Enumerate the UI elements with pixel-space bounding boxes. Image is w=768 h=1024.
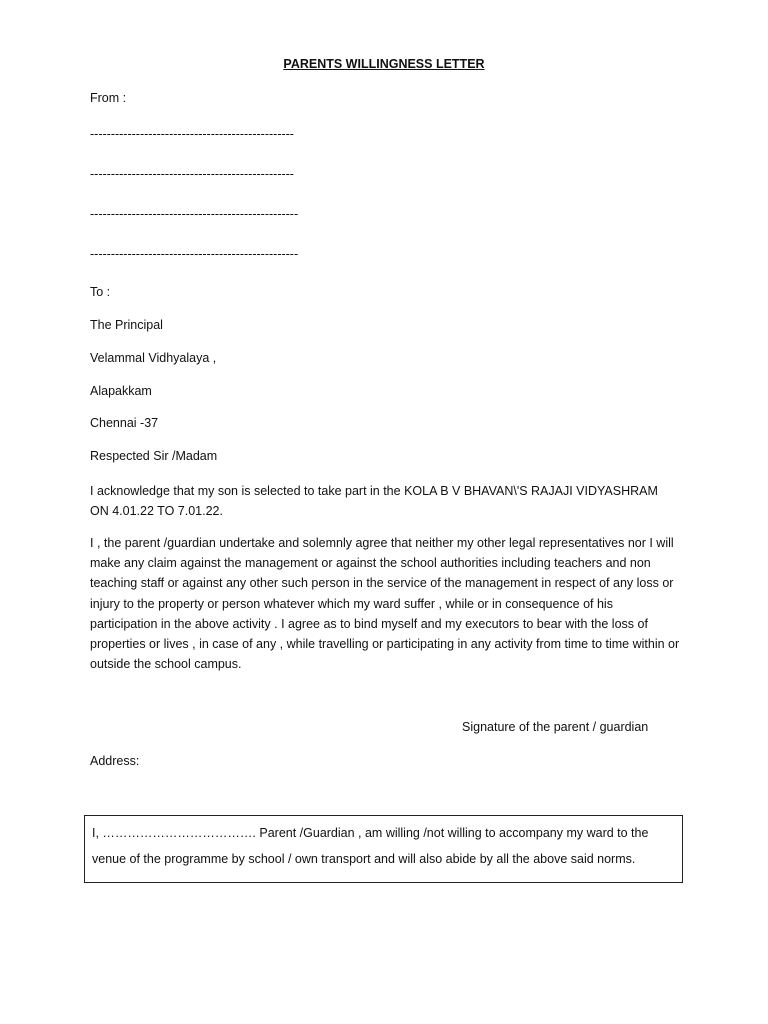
from-line-4: -------------------------------------------------- (90, 247, 299, 261)
to-label: To : (90, 285, 111, 299)
from-line-2: ------------------------------------------------- (90, 167, 294, 181)
page-title: PARENTS WILLINGNESS LETTER (283, 57, 485, 71)
to-line-city: Chennai -37 (90, 416, 159, 430)
to-line-principal: The Principal (90, 318, 163, 332)
willingness-declaration-text: I, ………………………………. Parent /Guardian , am willing /not willing to accompany my ward to the venue of the programme by school / own transport and will also abide by all the above said norms. (92, 826, 649, 866)
address-label: Address: (90, 754, 140, 768)
from-label: From : (90, 91, 127, 105)
paragraph-acknowledgement: I acknowledge that my son is selected to take part in the KOLA B V BHAVAN\'S RAJAJI VIDYASHRAM ON 4.01.22 TO 7.01.22. (90, 484, 658, 519)
salutation: Respected Sir /Madam (90, 449, 218, 463)
from-line-1: ------------------------------------------------- (90, 127, 294, 141)
from-line-3: -------------------------------------------------- (90, 207, 299, 221)
willingness-declaration-box (84, 815, 683, 883)
signature-label: Signature of the parent / guardian (462, 720, 649, 734)
paragraph-undertaking: I , the parent /guardian undertake and solemnly agree that neither my other legal representatives nor I will make any claim against the management or against the school authorities including teachers and non teaching staff or against any other such person in the service of the management in respect of any loss or injury to the property or person whatever which my ward suffer , while or in consequence of his participation in the above activity . I agree as to bind myself and my executors to bear with the loss of properties or lives , in case of any , while travelling or participating in any activity from time to time within or outside the school campus. (90, 536, 680, 672)
to-line-school: Velammal Vidhyalaya , (90, 351, 217, 365)
to-line-area: Alapakkam (90, 384, 152, 398)
